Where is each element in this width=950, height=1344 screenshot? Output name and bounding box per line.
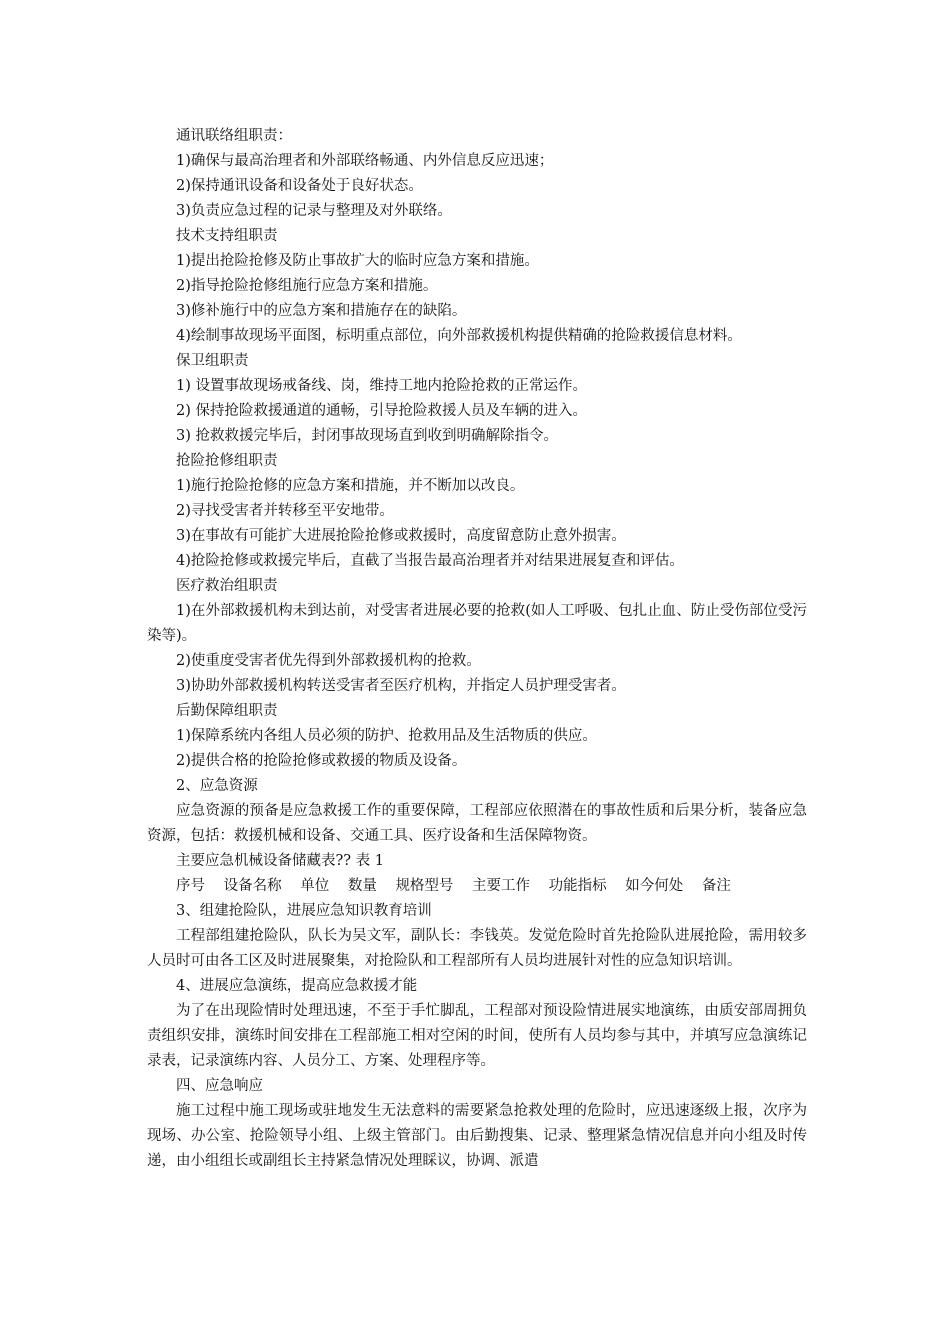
section-heading: 2、应急资源 <box>176 778 258 794</box>
paragraph: 工程部组建抢险队，队长为吴文军，副队长：李钱英。发觉危险时首先抢险队进展抢险，需用较多人员时可由各工区及时进展聚集，对抢险队和工程部所有人员均进展针对性的应急知识培训。 <box>147 928 807 969</box>
section-heading: 抢险抢修组职责 <box>176 453 278 469</box>
paragraph: 2)提供合格的抢险抢修或救援的物质及设备。 <box>176 753 467 769</box>
paragraph: 2) 保持抢险救援通道的通畅，引导抢险救援人员及车辆的进入。 <box>176 403 587 419</box>
section-heading: 3、组建抢险队，进展应急知识教育培训 <box>176 903 432 919</box>
paragraph: 1)提出抢险抢修及防止事故扩大的临时应急方案和措施。 <box>176 253 539 269</box>
paragraph: 3)负责应急过程的记录与整理及对外联络。 <box>176 203 452 219</box>
table-header-cell: 设备名称 <box>223 878 282 894</box>
paragraph: 1)施行抢险抢修的应急方案和措施，并不断加以改良。 <box>176 478 525 494</box>
table-header-cell: 序号 <box>176 878 205 894</box>
section-heading: 4、进展应急演练，提高应急救援才能 <box>176 978 418 994</box>
table-header-cell: 功能指标 <box>548 878 607 894</box>
paragraph: 通讯联络组职责： <box>176 128 292 144</box>
paragraph: 3)修补施行中的应急方案和措施存在的缺陷。 <box>176 303 467 319</box>
paragraph: 3) 抢救救援完毕后，封闭事故现场直到收到明确解除指令。 <box>176 428 558 444</box>
paragraph: 1)保障系统内各组人员必须的防护、抢救用品及生活物质的供应。 <box>176 728 597 744</box>
paragraph: 4)抢险抢修或救援完毕后，直截了当报告最高治理者并对结果进展复查和评估。 <box>176 553 684 569</box>
paragraph: 2)保持通讯设备和设备处于良好状态。 <box>176 178 423 194</box>
paragraph: 2)使重度受害者优先得到外部救援机构的抢救。 <box>176 653 481 669</box>
paragraph: 2)寻找受害者并转移至平安地带。 <box>176 503 394 519</box>
table-header-cell: 单位 <box>300 878 330 894</box>
paragraph: 2)指导抢险抢修组施行应急方案和措施。 <box>176 278 438 294</box>
table-header-cell: 数量 <box>347 878 377 894</box>
section-heading: 后勤保障组职责 <box>176 703 278 719</box>
paragraph: 施工过程中施工现场或驻地发生无法意料的需要紧急抢救处理的危险时，应迅速逐级上报，次序为现场、办公室、抢险领导小组、上级主管部门。由后勤搜集、记录、整理紧急情况信息并向小组及时传递，由小组组长或副组长主持紧急情况处理睬议，协调、派遣 <box>147 1103 807 1169</box>
paragraph: 应急资源的预备是应急救援工作的重要保障，工程部应依照潜在的事故性质和后果分析，装备应急资源，包括：救援机械和设备、交通工具、医疗设备和生活保障物资。 <box>147 803 807 844</box>
table-caption: 主要应急机械设备储藏表?? 表 1 <box>176 853 384 869</box>
paragraph: 为了在出现险情时处理迅速，不至于手忙脚乱，工程部对预设险情进展实地演练，由质安部周拥负责组织安排，演练时间安排在工程部施工相对空闲的时间，使所有人员均参与其中，并填写应急演练记录表，记录演练内容、人员分工、方案、处理程序等。 <box>147 1003 807 1069</box>
equipment-table-header <box>147 874 807 899</box>
table-header-cell: 主要工作 <box>472 878 531 894</box>
table-header-cell: 备注 <box>701 878 731 894</box>
document-page <box>147 124 807 1174</box>
paragraph: 3)协助外部救援机构转送受害者至医疗机构，并指定人员护理受害者。 <box>176 678 626 694</box>
section-heading: 四、应急响应 <box>176 1078 263 1094</box>
paragraph: 1)确保与最高治理者和外部联络畅通、内外信息反应迅速； <box>176 153 554 169</box>
section-heading: 保卫组职责 <box>176 353 249 369</box>
paragraph: 1) 设置事故现场戒备线、岗，维持工地内抢险抢救的正常运作。 <box>176 378 587 394</box>
section-heading: 医疗救治组职责 <box>176 578 278 594</box>
table-header-cell: 规格型号 <box>395 878 454 894</box>
table-header-cell: 如今何处 <box>625 878 684 894</box>
paragraph: 4)绘制事故现场平面图，标明重点部位，向外部救援机构提供精确的抢险救援信息材料。 <box>176 328 742 344</box>
paragraph: 1)在外部救援机构未到达前，对受害者进展必要的抢救(如人工呼吸、包扎止血、防止受伤部位受污染等)。 <box>147 603 807 644</box>
paragraph: 3)在事故有可能扩大进展抢险抢修或救援时，高度留意防止意外损害。 <box>176 528 626 544</box>
section-heading: 技术支持组职责 <box>176 228 278 244</box>
